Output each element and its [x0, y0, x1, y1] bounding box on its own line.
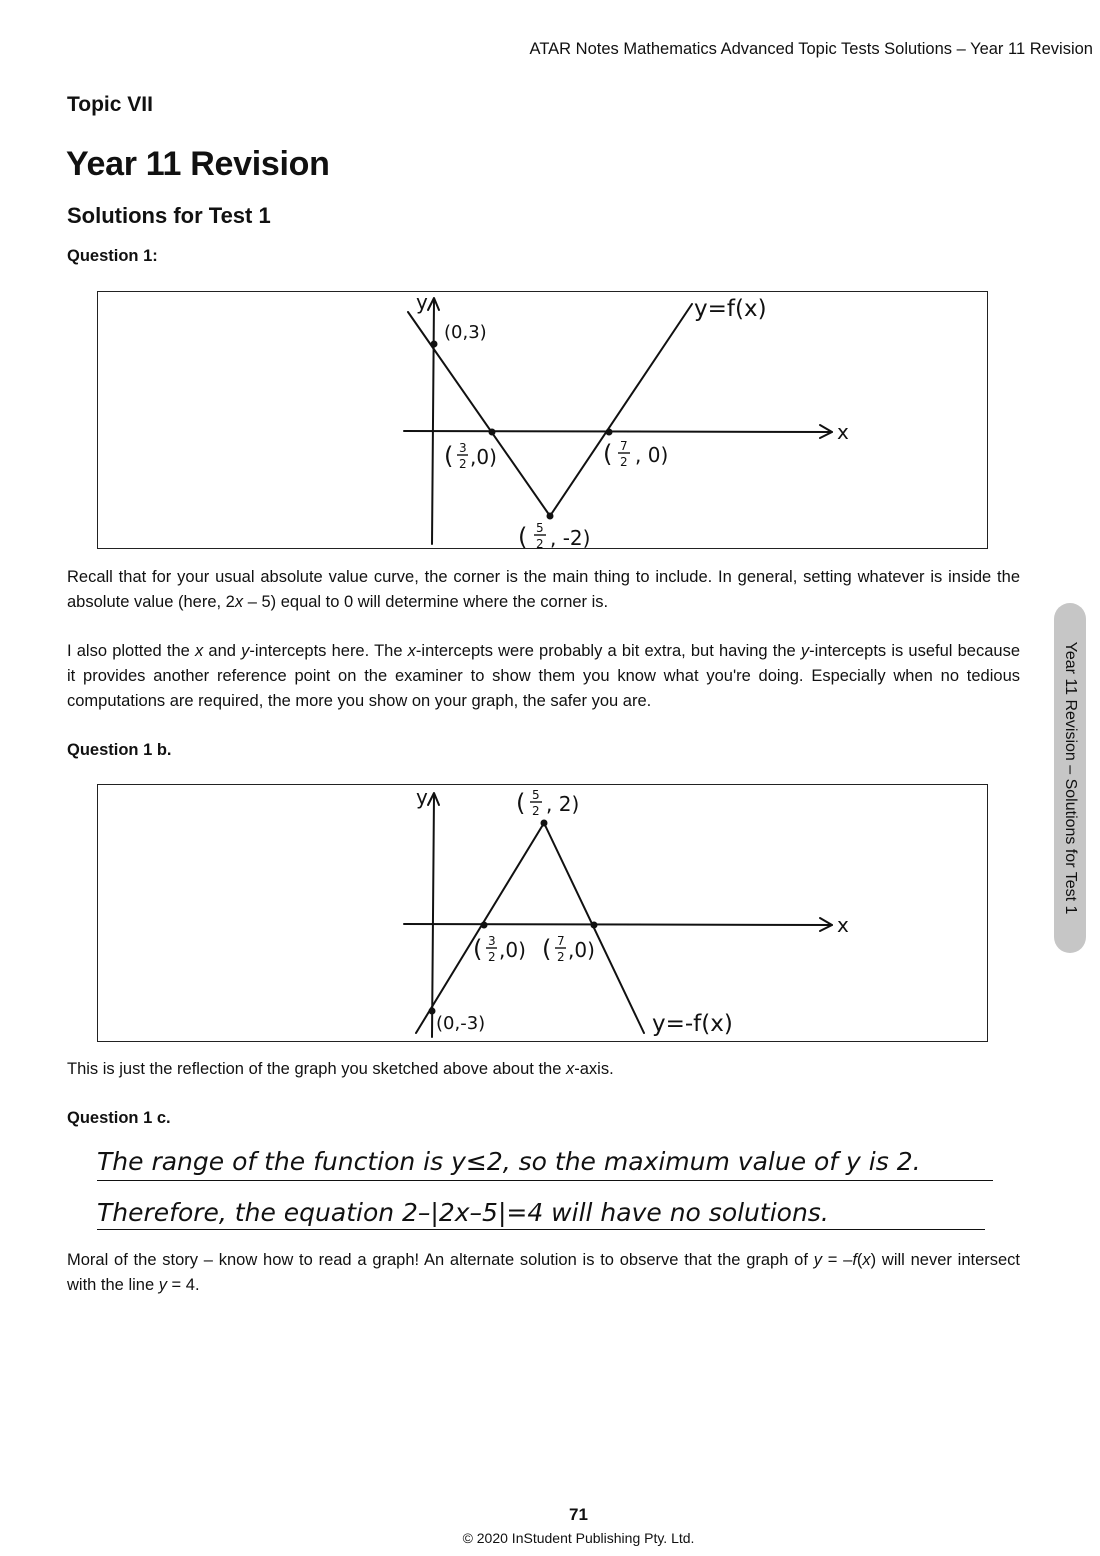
svg-text:2: 2 — [620, 455, 628, 469]
question-1-heading: Question 1: — [67, 247, 158, 265]
svg-text:5: 5 — [532, 788, 540, 802]
svg-text:(: ( — [542, 935, 552, 963]
graph-2-y-label: y — [416, 785, 428, 809]
question-1c-moral: Moral of the story – know how to read a graph! An alternate solution is to observe that the graph of y = –f(x) will never intersect with the line y = 4. — [67, 1251, 1021, 1294]
running-header: ATAR Notes Mathematics Advanced Topic Tests Solutions – Year 11 Revision — [529, 40, 1093, 58]
graph-1-label-7-2-0 — [603, 439, 668, 469]
graph-2-label-7-2-0 — [542, 934, 595, 964]
graph-2-curve — [416, 823, 644, 1033]
graph-2-label-0-neg3: (0,-3) — [436, 1013, 486, 1034]
svg-text:2: 2 — [557, 950, 565, 964]
question-1-paragraph-2: I also plotted the x and y-intercepts here. The x-intercepts were probably a bit extra, but having the y-intercepts is useful because it provides another reference point on the examiner to show them you know what you're doing. Especially when no tedious computations are required, the more you show on your graph, the safer you are. — [67, 642, 1021, 710]
copyright: © 2020 InStudent Publishing Pty. Ltd. — [462, 1530, 695, 1546]
question-1c-heading: Question 1 c. — [67, 1109, 171, 1127]
graph-1-label-3-2-0 — [444, 441, 497, 471]
graph-2-y-axis — [432, 795, 434, 1037]
graph-2-label-5-2-2 — [516, 788, 579, 818]
svg-text:7: 7 — [557, 934, 565, 948]
graph-1-label-5-2-neg2 — [518, 521, 590, 550]
graph-1-point-3-2-0 — [489, 429, 496, 436]
svg-text:(: ( — [473, 935, 483, 963]
svg-text:2: 2 — [532, 804, 540, 818]
graph-2-point-7-2-0 — [591, 922, 598, 929]
graph-1-x-label: x — [837, 420, 849, 444]
svg-text:(: ( — [518, 523, 528, 550]
graph-1-point-7-2-0 — [606, 429, 613, 436]
svg-text:7: 7 — [620, 439, 628, 453]
section-title: Solutions for Test 1 — [67, 203, 271, 228]
side-tab — [1054, 603, 1086, 953]
graph-1-y-axis — [432, 300, 434, 544]
svg-text:2: 2 — [488, 950, 496, 964]
handwritten-answer — [97, 1143, 997, 1233]
svg-text:, 0): , 0) — [635, 443, 669, 467]
graph-1-point-0-3 — [431, 341, 438, 348]
svg-text:(: ( — [603, 440, 613, 468]
graph-2-point-0-neg3 — [429, 1008, 436, 1015]
svg-text:, -2): , -2) — [550, 526, 591, 550]
svg-text:,0): ,0) — [499, 938, 526, 962]
page-title: Year 11 Revision — [66, 145, 330, 183]
svg-text:3: 3 — [488, 934, 496, 948]
graph-1-y-label: y — [416, 292, 428, 314]
graph-1-svg — [98, 292, 989, 550]
graph-1-curve-label: y=f(x) — [694, 296, 767, 322]
graph-2-point-3-2-0 — [481, 922, 488, 929]
handwritten-line-2: Therefore, the equation 2–|2x–5|=4 will have no solutions. — [97, 1198, 829, 1227]
question-1-paragraph-1: Recall that for your usual absolute value curve, the corner is the main thing to include. In general, setting whatever is inside the absolute value (here, 2x – 5) equal to 0 will determine where the corner is. — [67, 568, 1020, 611]
svg-text:2: 2 — [459, 457, 467, 471]
svg-text:, 2): , 2) — [546, 792, 580, 816]
graph-2-point-5-2-2 — [541, 820, 548, 827]
graph-1-point-5-2-neg2 — [547, 513, 554, 520]
graph-2-x-axis — [404, 924, 832, 925]
svg-text:3: 3 — [459, 441, 467, 455]
topic-label: Topic VII — [67, 93, 153, 116]
graph-2-svg — [98, 785, 989, 1043]
svg-text:(: ( — [516, 789, 526, 817]
handwritten-rule-2 — [97, 1229, 985, 1230]
graph-2-label-3-2-0 — [473, 934, 526, 964]
question-1b-heading: Question 1 b. — [67, 741, 172, 759]
graph-2-curve-label: y=-f(x) — [652, 1011, 733, 1037]
svg-text:(: ( — [444, 442, 454, 470]
page-number: 71 — [569, 1505, 588, 1524]
question-1-graph — [97, 291, 988, 549]
question-1b-graph — [97, 784, 988, 1042]
graph-2-x-label: x — [837, 913, 849, 937]
svg-text:,0): ,0) — [568, 938, 595, 962]
svg-text:5: 5 — [536, 521, 544, 535]
side-tab-label: Year 11 Revision – Solutions for Test 1 — [1062, 641, 1079, 915]
svg-text:,0): ,0) — [470, 445, 497, 469]
handwritten-line-1: The range of the function is y≤2, so the maximum value of y is 2. — [97, 1147, 921, 1176]
svg-text:2: 2 — [536, 537, 544, 550]
graph-1-x-axis — [404, 431, 832, 432]
graph-1-label-0-3: (0,3) — [444, 322, 487, 343]
handwritten-rule-1 — [97, 1180, 993, 1181]
question-1b-text: This is just the reflection of the graph you sketched above about the x-axis. — [67, 1060, 614, 1078]
